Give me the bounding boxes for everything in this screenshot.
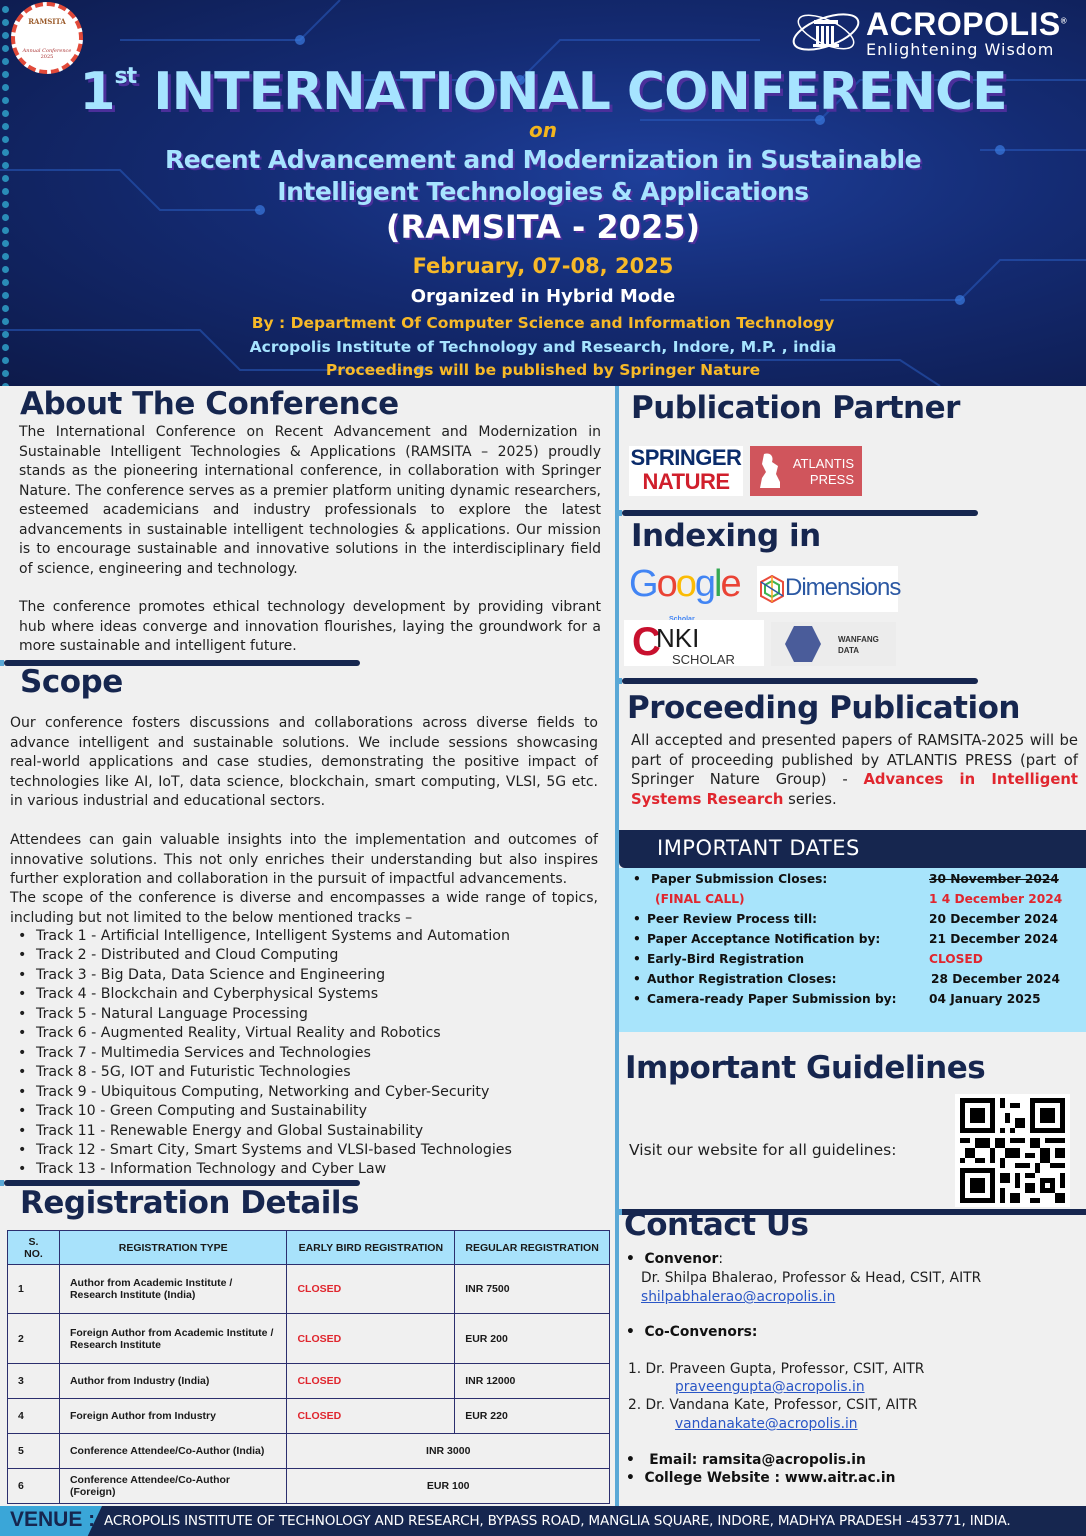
- status-closed: CLOSED: [287, 1265, 455, 1314]
- track-item: • Track 4 - Blockchain and Cyberphysical Systems: [14, 985, 604, 1004]
- about-paragraph-2: The conference promotes ethical technology development by providing vibrant hub where ideas converge and innovation flourishes, laying the groundwork for a more sustainable and intelligent future.: [19, 599, 601, 654]
- guidelines-heading: Important Guidelines: [625, 1050, 986, 1086]
- conference-email[interactable]: • Email: ramsita@acropolis.in: [626, 1452, 866, 1468]
- ramsita-badge-logo: RAMSITA Annual Conference 2025: [11, 2, 83, 74]
- track-item: • Track 2 - Distributed and Cloud Computing: [14, 946, 604, 965]
- dimensions-hexagon-icon: [760, 575, 784, 603]
- guidelines-qr-code[interactable]: [955, 1094, 1070, 1207]
- publication-partner-heading: Publication Partner: [631, 390, 960, 426]
- status-closed: CLOSED: [287, 1314, 455, 1364]
- track-item: • Track 13 - Information Technology and Cyber Law: [14, 1160, 604, 1179]
- co-convenors-label: • Co-Convenors:: [626, 1324, 758, 1340]
- table-row: 1 Author from Academic Institute / Research Institute (India) CLOSED INR 7500: [8, 1265, 610, 1314]
- track-item: • Track 6 - Augmented Reality, Virtual Reality and Robotics: [14, 1024, 604, 1043]
- important-dates-header: IMPORTANT DATES: [619, 830, 1086, 868]
- hero-banner: [0, 0, 1086, 386]
- table-row: 6 Conference Attendee/Co-Author (Foreign) EUR 100: [8, 1469, 610, 1504]
- title-on: on: [529, 118, 557, 142]
- proceedings-note: Proceedings will be published by Springer Nature: [325, 361, 761, 379]
- important-dates-panel: • Paper Submission Closes: 30 November 2024 (FINAL CALL) 1 4 December 2024 • Peer Review Process till: 20 December 2024 • Paper Acceptance Notification by: 21 December 2024 • Early-Bird Registration CLOSED • Author Registration Closes: 28 December 2024 • Camera-ready Paper Submission by: 04 January 2025: [619, 868, 1086, 1032]
- track-list: [14, 927, 604, 1180]
- column-header: S. NO.: [8, 1231, 60, 1265]
- scope-paragraph-2: Attendees can gain valuable insights into the implementation and outcomes of innovative solutions. This not only enriches their understanding but also inspires further exploration and collaboration in the pursuit of impactful advancements.: [10, 832, 598, 887]
- status-closed: CLOSED: [287, 1399, 455, 1434]
- conference-dates: February, 07-08, 2025: [412, 254, 674, 278]
- track-item: • Track 7 - Multimedia Services and Technologies: [14, 1044, 604, 1063]
- institute: Acropolis Institute of Technology and Research, Indore, M.P. , india: [249, 338, 837, 356]
- proceeding-text: All accepted and presented papers of RAMSITA-2025 will be part of proceeding published by ATLANTIS PRESS (part of Springer Nature Group) - Advances in Intelligent Systems Research series.: [631, 732, 1078, 808]
- qr-code-icon: [959, 1098, 1066, 1203]
- column-header: REGISTRATION TYPE: [59, 1231, 287, 1265]
- convenor-email-link[interactable]: shilpabhalerao@acropolis.in: [641, 1289, 836, 1305]
- track-item: • Track 12 - Smart City, Smart Systems and VLSI-based Technologies: [14, 1141, 604, 1160]
- acropolis-logo: ACROPOLIS® Enlightening Wisdom: [790, 4, 1080, 62]
- track-item: • Track 1 - Artificial Intelligence, Intelligent Systems and Automation: [14, 927, 604, 946]
- co-convenor-2-email-link[interactable]: vandanakate@acropolis.in: [675, 1416, 858, 1432]
- dimensions-logo: Dimensions: [757, 566, 898, 612]
- google-scholar-logo: Google: [629, 563, 740, 605]
- table-row: 5 Conference Attendee/Co-Author (India) INR 3000: [8, 1434, 610, 1469]
- acropolis-emblem-icon: [790, 4, 862, 60]
- track-item: • Track 3 - Big Data, Data Science and Engineering: [14, 966, 604, 985]
- track-item: • Track 10 - Green Computing and Sustainability: [14, 1102, 604, 1121]
- scope-paragraph-3: The scope of the conference is diverse and encompasses a wide range of topics, including but not limited to the below mentioned tracks –: [10, 890, 598, 926]
- springer-nature-logo: SPRINGER NATURE: [630, 445, 742, 494]
- scope-paragraph-1: Our conference fosters discussions and collaborations across diverse fields to advance intelligent and sustainable solutions. We include sessions showcasing real-world applications and case studies, demonstrating the positive impact of technologies like AI, IoT, data science, blockchain, smart computing, VLSI, 5G etc. in various industrial and educational sectors.: [10, 715, 598, 809]
- column-header: REGULAR REGISTRATION: [455, 1231, 610, 1265]
- cnki-scholar-logo: C NKI SCHOLAR: [624, 620, 764, 666]
- conference-acronym: (RAMSITA - 2025): [385, 208, 701, 246]
- series-name: Advances in Intelligent Systems Research: [631, 771, 1078, 808]
- about-heading: About The Conference: [20, 386, 399, 422]
- section-divider: [622, 678, 978, 684]
- table-row: 3 Author from Industry (India) CLOSED INR 12000: [8, 1364, 610, 1399]
- contact-heading: Contact Us: [624, 1207, 809, 1243]
- convenor-label: • Convenor:: [626, 1251, 723, 1267]
- logo-tagline: Enlightening Wisdom: [866, 40, 1055, 59]
- venue-footer: [0, 1506, 1086, 1536]
- status-closed: CLOSED: [287, 1364, 455, 1399]
- registration-table: [7, 1230, 610, 1504]
- about-paragraph-1: The International Conference on Recent Advancement and Modernization in Sustainable Intelligent Technologies & Applications (RAMSITA – 2025) proudly stands as the pioneering international conference, in collaboration with Springer Nature. The conference serves as a premier platform uniting dynamic researchers, esteemed academicians and industry professionals to explore the latest advancements in sustainable intelligent technologies & applications. Our mission is to encourage sustainable and innovative solutions in the interdisciplinary field of science, engineering and technology.: [19, 424, 601, 577]
- co-convenor-2-name: 2. Dr. Vandana Kate, Professor, CSIT, AITR: [628, 1397, 918, 1413]
- conference-subtitle: Recent Advancement and Modernization in Sustainable Intelligent Technologies & Applications: [164, 145, 922, 206]
- track-item: • Track 11 - Renewable Energy and Global Sustainability: [14, 1122, 604, 1141]
- indexing-heading: Indexing in: [631, 518, 821, 554]
- venue-address: ACROPOLIS INSTITUTE OF TECHNOLOGY AND RESEARCH, BYPASS ROAD, MANGLIA SQUARE, INDORE, MADHYA PRADESH -453771, INDIA.: [104, 1513, 1011, 1529]
- guidelines-text: Visit our website for all guidelines:: [629, 1141, 897, 1159]
- wanfang-data-logo: WANFANG DATA: [771, 622, 896, 666]
- co-convenor-1-name: 1. Dr. Praveen Gupta, Professor, CSIT, AITR: [628, 1361, 925, 1377]
- column-header: EARLY BIRD REGISTRATION: [287, 1231, 455, 1265]
- venue-label: VENUE :: [10, 1508, 96, 1531]
- conference-title: 1st INTERNATIONAL CONFERENCE: [79, 62, 1007, 122]
- atlantis-press-logo: ATLANTIS PRESS: [750, 446, 862, 496]
- thinker-statue-icon: [756, 452, 784, 490]
- table-row: 4 Foreign Author from Industry CLOSED EUR 220: [8, 1399, 610, 1434]
- section-divider: [622, 510, 978, 516]
- track-item: • Track 9 - Ubiquitous Computing, Networking and Cyber-Security: [14, 1083, 604, 1102]
- track-item: • Track 8 - 5G, IOT and Futuristic Technologies: [14, 1063, 604, 1082]
- college-website[interactable]: • College Website : www.aitr.ac.in: [626, 1470, 896, 1486]
- table-row: 2 Foreign Author from Academic Institute / Research Institute CLOSED EUR 200: [8, 1314, 610, 1364]
- conference-mode: Organized in Hybrid Mode: [410, 286, 676, 307]
- registration-heading: Registration Details: [20, 1185, 359, 1221]
- scope-heading: Scope: [20, 664, 123, 700]
- logo-name: ACROPOLIS: [866, 6, 1061, 42]
- co-convenor-1-email-link[interactable]: praveengupta@acropolis.in: [675, 1379, 865, 1395]
- table-header-row: [8, 1231, 610, 1265]
- convenor-name: Dr. Shilpa Bhalerao, Professor & Head, CSIT, AITR: [641, 1270, 982, 1286]
- track-item: • Track 5 - Natural Language Processing: [14, 1005, 604, 1024]
- wanfang-hexagon-icon: [785, 626, 821, 662]
- organizer: By : Department Of Computer Science and Information Technology: [251, 314, 835, 332]
- proceeding-heading: Proceeding Publication: [627, 690, 1020, 726]
